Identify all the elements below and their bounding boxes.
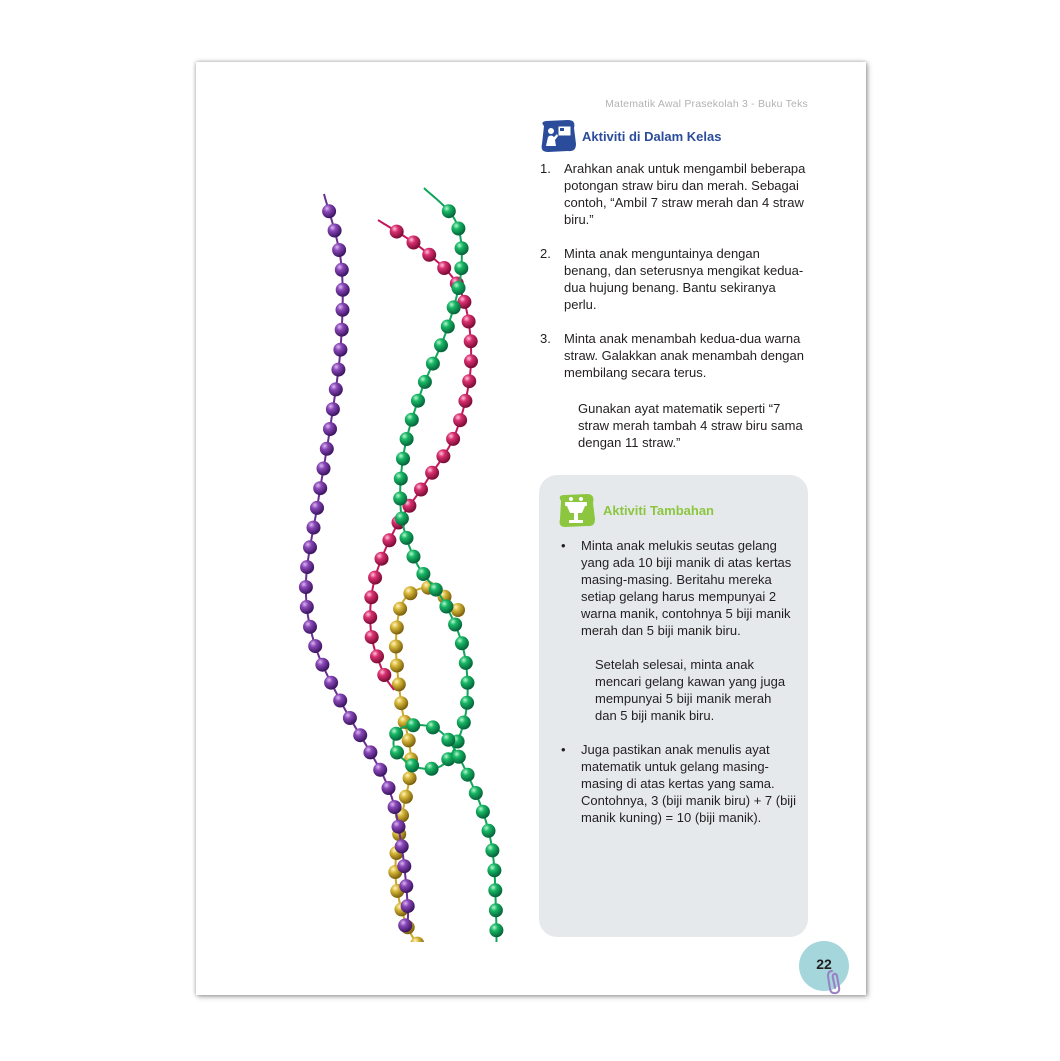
bead bbox=[331, 363, 345, 377]
bead bbox=[403, 771, 417, 785]
bead bbox=[326, 402, 340, 416]
bead bbox=[324, 676, 338, 690]
bead bbox=[389, 640, 403, 654]
bead bbox=[442, 204, 456, 218]
bead bbox=[405, 413, 419, 427]
bead bbox=[489, 923, 503, 937]
bead bbox=[441, 320, 455, 334]
bead bbox=[397, 859, 411, 873]
bead bbox=[446, 432, 460, 446]
bead bbox=[461, 768, 475, 782]
bead bbox=[364, 590, 378, 604]
bead bbox=[382, 533, 396, 547]
bead bbox=[368, 571, 382, 585]
bead bbox=[422, 248, 436, 262]
bead bbox=[402, 733, 416, 747]
bead bbox=[464, 334, 478, 348]
bead bbox=[394, 696, 408, 710]
bullet-note: Setelah selesai, minta anak mencari gelang kawan yang juga mempunyai 5 biji manik merah dan 5 biji manik biru. bbox=[595, 657, 786, 723]
bead bbox=[329, 382, 343, 396]
bead bbox=[315, 658, 329, 672]
bead bbox=[390, 225, 404, 239]
bead bbox=[436, 449, 450, 463]
textbook-page bbox=[196, 62, 866, 995]
bead bbox=[447, 300, 461, 314]
list-item bbox=[539, 537, 808, 639]
bead bbox=[452, 750, 466, 764]
bead bbox=[333, 343, 347, 357]
bead bbox=[390, 621, 404, 635]
bead bbox=[403, 586, 417, 600]
bead bbox=[453, 413, 467, 427]
step-number: 1. bbox=[540, 161, 551, 176]
bead bbox=[462, 374, 476, 388]
classroom-activity-header bbox=[538, 118, 721, 154]
bead bbox=[353, 728, 367, 742]
bead bbox=[407, 236, 421, 250]
bead bbox=[485, 843, 499, 857]
extra-activity-header bbox=[555, 491, 714, 529]
bead bbox=[406, 718, 420, 732]
bead bbox=[399, 879, 413, 893]
bead bbox=[401, 899, 415, 913]
classroom-icon bbox=[538, 118, 578, 154]
list-item bbox=[539, 741, 808, 826]
bullet-marker: • bbox=[561, 742, 566, 757]
bead bbox=[434, 338, 448, 352]
bead bbox=[328, 224, 342, 238]
bead bbox=[429, 583, 443, 597]
bead bbox=[398, 918, 412, 932]
bead bbox=[300, 560, 314, 574]
bead bbox=[400, 432, 414, 446]
bead bbox=[487, 863, 501, 877]
bead bbox=[476, 805, 490, 819]
bead bbox=[426, 720, 440, 734]
bead-string-thread bbox=[394, 188, 497, 942]
page-number: 22 bbox=[816, 956, 832, 972]
bead bbox=[332, 243, 346, 257]
bead bbox=[448, 618, 462, 632]
math-sentence-note: Gunakan ayat matematik seperti “7 straw merah tambah 4 straw biru sama dengan 11 straw.” bbox=[578, 401, 803, 450]
bead bbox=[488, 883, 502, 897]
bead bbox=[308, 639, 322, 653]
bead bbox=[303, 540, 317, 554]
list-item bbox=[540, 160, 810, 228]
bead bbox=[363, 610, 377, 624]
bead bbox=[310, 501, 324, 515]
bead bbox=[425, 466, 439, 480]
bead bbox=[405, 758, 419, 772]
bead bbox=[336, 303, 350, 317]
bead bbox=[407, 550, 421, 564]
bead bbox=[377, 668, 391, 682]
bead bbox=[373, 763, 387, 777]
bullet-text: Minta anak melukis seutas gelang yang ada 10 biji manik di atas kertas masing-masing. Beritahu mereka setiap gelang harus mempunyai 2 warna manik, contohnya 5 biji manik merah dan 5 biji manik biru. bbox=[581, 538, 792, 638]
bead bbox=[390, 746, 404, 760]
classroom-activity-title: Aktiviti di Dalam Kelas bbox=[582, 128, 722, 144]
paperclip-icon bbox=[824, 967, 850, 997]
bead bbox=[400, 531, 414, 545]
bead bbox=[307, 521, 321, 535]
bead-strings-illustration bbox=[286, 122, 536, 942]
bead bbox=[457, 716, 471, 730]
bead bbox=[462, 315, 476, 329]
extra-activity-list bbox=[539, 537, 808, 826]
bead bbox=[455, 241, 469, 255]
step-text: Minta anak menguntainya dengan benang, dan seterusnya mengikat kedua-dua hujung benang. Bantu sekiranya perlu. bbox=[564, 246, 804, 312]
bead bbox=[335, 323, 349, 337]
bead bbox=[393, 602, 407, 616]
bead bbox=[303, 620, 317, 634]
bead bbox=[459, 656, 473, 670]
bead bbox=[394, 472, 408, 486]
bead bbox=[388, 800, 402, 814]
bullet-text: Juga pastikan anak menulis ayat matematik untuk gelang masing-masing di atas kertas yang sama. Contohnya, 3 (biji manik biru) + 7 (biji manik kuning) = 10 (biji manik). bbox=[581, 742, 796, 825]
bead bbox=[395, 839, 409, 853]
bead bbox=[411, 394, 425, 408]
list-item bbox=[540, 245, 810, 313]
bead bbox=[469, 786, 483, 800]
bead bbox=[317, 462, 331, 476]
bead bbox=[375, 552, 389, 566]
bead bbox=[399, 790, 413, 804]
bead bbox=[333, 694, 347, 708]
bead bbox=[390, 659, 404, 673]
bead bbox=[392, 820, 406, 834]
bead bbox=[426, 357, 440, 371]
bead bbox=[425, 762, 439, 776]
bead bbox=[365, 630, 379, 644]
bead bbox=[335, 263, 349, 277]
bead bbox=[489, 903, 503, 917]
list-item bbox=[540, 330, 810, 381]
bead bbox=[460, 696, 474, 710]
bead bbox=[370, 649, 384, 663]
bead bbox=[300, 600, 314, 614]
bead bbox=[382, 781, 396, 795]
green-bead-strand bbox=[389, 188, 503, 942]
bullet-marker: • bbox=[561, 538, 566, 553]
bead bbox=[393, 492, 407, 506]
bead bbox=[482, 824, 496, 838]
step-number: 3. bbox=[540, 331, 551, 346]
bead bbox=[323, 422, 337, 436]
bead bbox=[313, 481, 327, 495]
bead bbox=[389, 727, 403, 741]
bead bbox=[461, 676, 475, 690]
bead bbox=[414, 483, 428, 497]
bead bbox=[336, 283, 350, 297]
step-number: 2. bbox=[540, 246, 551, 261]
bead bbox=[439, 600, 453, 614]
bead bbox=[395, 512, 409, 526]
bead bbox=[322, 204, 336, 218]
running-title: Matematik Awal Prasekolah 3 - Buku Teks bbox=[605, 98, 808, 110]
bead bbox=[418, 375, 432, 389]
bead bbox=[320, 442, 334, 456]
extra-activity-box bbox=[539, 475, 808, 937]
bead bbox=[464, 354, 478, 368]
bead bbox=[396, 452, 410, 466]
bead bbox=[437, 261, 451, 275]
bead bbox=[452, 281, 466, 295]
bead bbox=[416, 567, 430, 581]
bead bbox=[363, 745, 377, 759]
bead bbox=[454, 261, 468, 275]
bead bbox=[343, 711, 357, 725]
bead bbox=[441, 733, 455, 747]
bead-string-thread bbox=[306, 194, 408, 927]
bead bbox=[455, 636, 469, 650]
step-text: Arahkan anak untuk mengambil beberapa potongan straw biru dan merah. Sebagai contoh, “Ambil 7 straw merah dan 4 straw biru.” bbox=[564, 161, 806, 227]
bead bbox=[458, 394, 472, 408]
step-text: Minta anak menambah kedua-dua warna straw. Galakkan anak menambah dengan membilang secara terus. bbox=[564, 331, 804, 380]
purple-bead-strand bbox=[299, 194, 415, 932]
bead bbox=[299, 580, 313, 594]
extra-activity-title: Aktiviti Tambahan bbox=[603, 502, 715, 518]
bead bbox=[451, 222, 465, 236]
classroom-steps-list bbox=[540, 160, 810, 381]
extra-activity-icon bbox=[555, 491, 599, 529]
